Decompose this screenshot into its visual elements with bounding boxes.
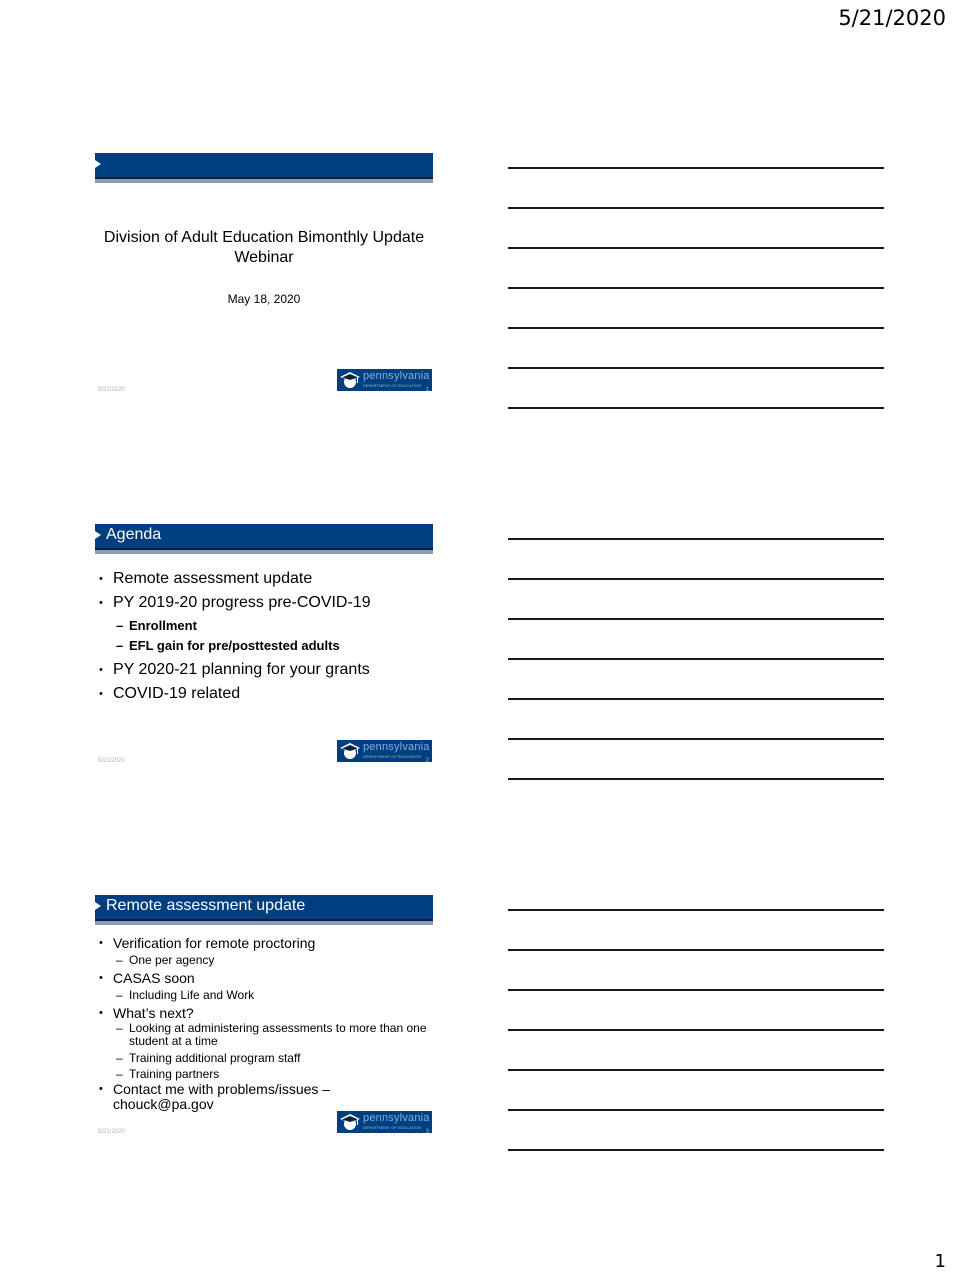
note-line [508,1149,884,1151]
slide-footer-number: 2 [425,758,429,764]
list-item: • Remote assessment update [99,568,429,590]
list-item: • Contact me with problems/issues – chouck@pa.gov [99,1082,358,1112]
slide-footer-date: 5/21/2020 [98,387,125,393]
note-line [508,618,884,620]
note-line [508,207,884,209]
list-item: – Training partners [99,1066,429,1082]
slide-3-thumbnail [95,895,433,1145]
logo-wordmark: pennsylvania [363,1112,430,1124]
list-item: • COVID-19 related [99,683,429,705]
logo-wordmark: pennsylvania [363,370,430,382]
list-item: • PY 2019-20 progress pre-COVID-19 [99,592,429,614]
logo-subtitle: DEPARTMENT OF EDUCATION [363,1125,422,1130]
list-item: • What’s next? [99,1005,429,1022]
note-line [508,698,884,700]
list-item: – Training additional program staff [99,1050,429,1066]
note-line [508,778,884,780]
graduation-cap-icon [340,371,360,389]
slide-footer-number: 3 [425,1129,429,1135]
banner-arrow-icon [95,902,101,910]
note-line [508,247,884,249]
slide-2-thumbnail [95,524,433,774]
note-line [508,167,884,169]
slide-banner-title: Remote assessment update [106,897,306,914]
graduation-cap-icon [340,1113,360,1131]
list-item: • Verification for remote proctoring [99,935,429,952]
slide-title: Division of Adult Education Bimonthly Update Webinar [103,229,425,266]
list-item: – Looking at administering assessments to more than one student at a time [99,1022,429,1048]
list-item: – Including Life and Work [99,987,429,1003]
slide-footer-date: 5/21/2020 [98,758,125,764]
page-number: 1 [934,1251,946,1272]
pennsylvania-education-logo [337,369,432,391]
pennsylvania-education-logo [337,740,432,762]
note-line [508,1069,884,1071]
slide-date: May 18, 2020 [227,292,301,306]
remote-assessment-list [99,935,429,1112]
logo-subtitle: DEPARTMENT OF EDUCATION [363,383,422,388]
banner-underline [95,550,433,554]
slide-banner-title: Agenda [106,526,162,543]
banner-arrow-icon [95,160,101,168]
pennsylvania-education-logo [337,1111,432,1133]
note-line [508,738,884,740]
note-line [508,989,884,991]
graduation-cap-icon [340,742,360,760]
note-line [508,538,884,540]
list-item: – One per agency [99,952,429,968]
logo-wordmark: pennsylvania [363,741,430,753]
banner-underline [95,921,433,925]
slide-1-thumbnail [95,153,433,403]
list-item: – Enrollment [99,616,429,636]
note-line [508,287,884,289]
note-line [508,909,884,911]
note-line [508,949,884,951]
note-line [508,367,884,369]
slide-title-banner [95,524,433,548]
list-item: • PY 2020-21 planning for your grants [99,659,429,681]
note-line [508,658,884,660]
slide-title-banner [95,153,433,177]
note-line [508,578,884,580]
note-line [508,1109,884,1111]
note-line [508,327,884,329]
page-date: 5/21/2020 [838,6,946,30]
agenda-list [99,568,429,705]
note-line [508,1029,884,1031]
list-item: • CASAS soon [99,970,429,987]
banner-underline [95,179,433,183]
note-line [508,407,884,409]
slide-footer-number: 1 [425,387,429,393]
list-item: – EFL gain for pre/posttested adults [99,636,429,656]
slide-footer-date: 5/21/2020 [98,1129,125,1135]
slide-title-banner [95,895,433,919]
logo-subtitle: DEPARTMENT OF EDUCATION [363,754,422,759]
banner-arrow-icon [95,531,101,539]
